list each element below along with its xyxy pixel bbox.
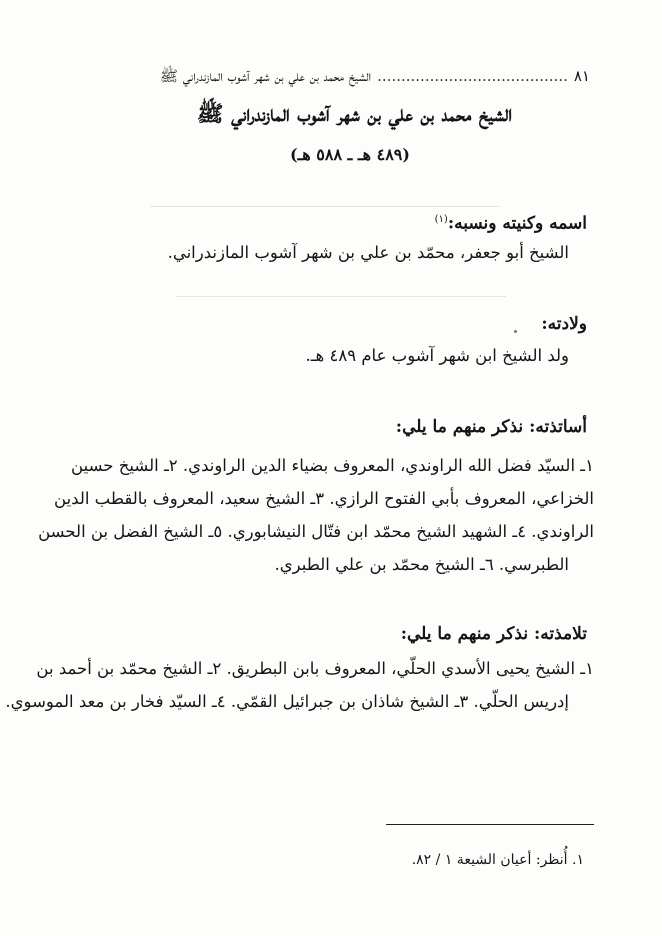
running-header bbox=[94, 64, 590, 88]
running-title: الشيخ محمد بن علي بن شهر آشوب المازندراني ﷺ bbox=[159, 67, 372, 85]
section-heading-name bbox=[435, 208, 587, 232]
scan-speck bbox=[514, 330, 517, 333]
scan-line bbox=[150, 206, 500, 207]
students-line: ١ـ الشيخ يحيى الأسدي الحلّي، المعروف بابن البطريق. ٢ـ الشيخ محمّد بن أحمد بن bbox=[36, 659, 594, 678]
students-line: إدريس الحلّي. ٣ـ الشيخ شاذان بن جبرائيل القمّي. ٤ـ السيّد فخار بن معد الموسوي. bbox=[5, 692, 569, 711]
teachers-line: الطبرسي. ٦ـ الشيخ محمّد بن علي الطبري. bbox=[274, 555, 569, 574]
teachers-line: الراوندي. ٤ـ الشهيد الشيخ محمّد ابن فتّال النيشابوري. ٥ـ الشيخ الفضل بن الحسن bbox=[38, 522, 594, 541]
page-number: ٨١ bbox=[573, 67, 590, 85]
section-heading-teachers: أساتذته: نذكر منهم ما يلي: bbox=[395, 417, 587, 437]
chapter-title: الشيخ محمد بن علي بن شهر آشوب المازندراني ﷺ bbox=[196, 101, 512, 127]
teachers-line: ١ـ السيّد فضل الله الراوندي، المعروف بضياء الدين الراوندي. ٢ـ الشيخ حسين bbox=[71, 456, 594, 475]
teachers-line: الخزاعي، المعروف بأبي الفتوح الرازي. ٣ـ الشيخ سعيد، المعروف بالقطب الدين bbox=[54, 489, 594, 508]
footnote-separator bbox=[386, 824, 594, 825]
section-heading-birth: ولادته: bbox=[541, 314, 587, 334]
name-text: الشيخ أبو جعفر، محمّد بن علي بن شهر آشوب المازندراني. bbox=[167, 243, 569, 262]
birth-text: ولد الشيخ ابن شهر آشوب عام ٤٨٩ هـ. bbox=[305, 346, 569, 365]
scan-line bbox=[176, 296, 506, 297]
section-heading-students: تلامذته: نذكر منهم ما يلي: bbox=[400, 624, 587, 644]
footnote-marker: (١) bbox=[434, 214, 448, 225]
footnote: ١. أُنظر: أعيان الشيعة ١ / ٨٢. bbox=[411, 852, 584, 868]
chapter-dates: (٤٨٩ هـ ـ ٥٨٨ هـ) bbox=[290, 145, 410, 164]
leader-dots: ........................................ bbox=[377, 67, 568, 85]
section-heading-name-text: اسمه وكنيته ونسبه: bbox=[447, 213, 587, 234]
